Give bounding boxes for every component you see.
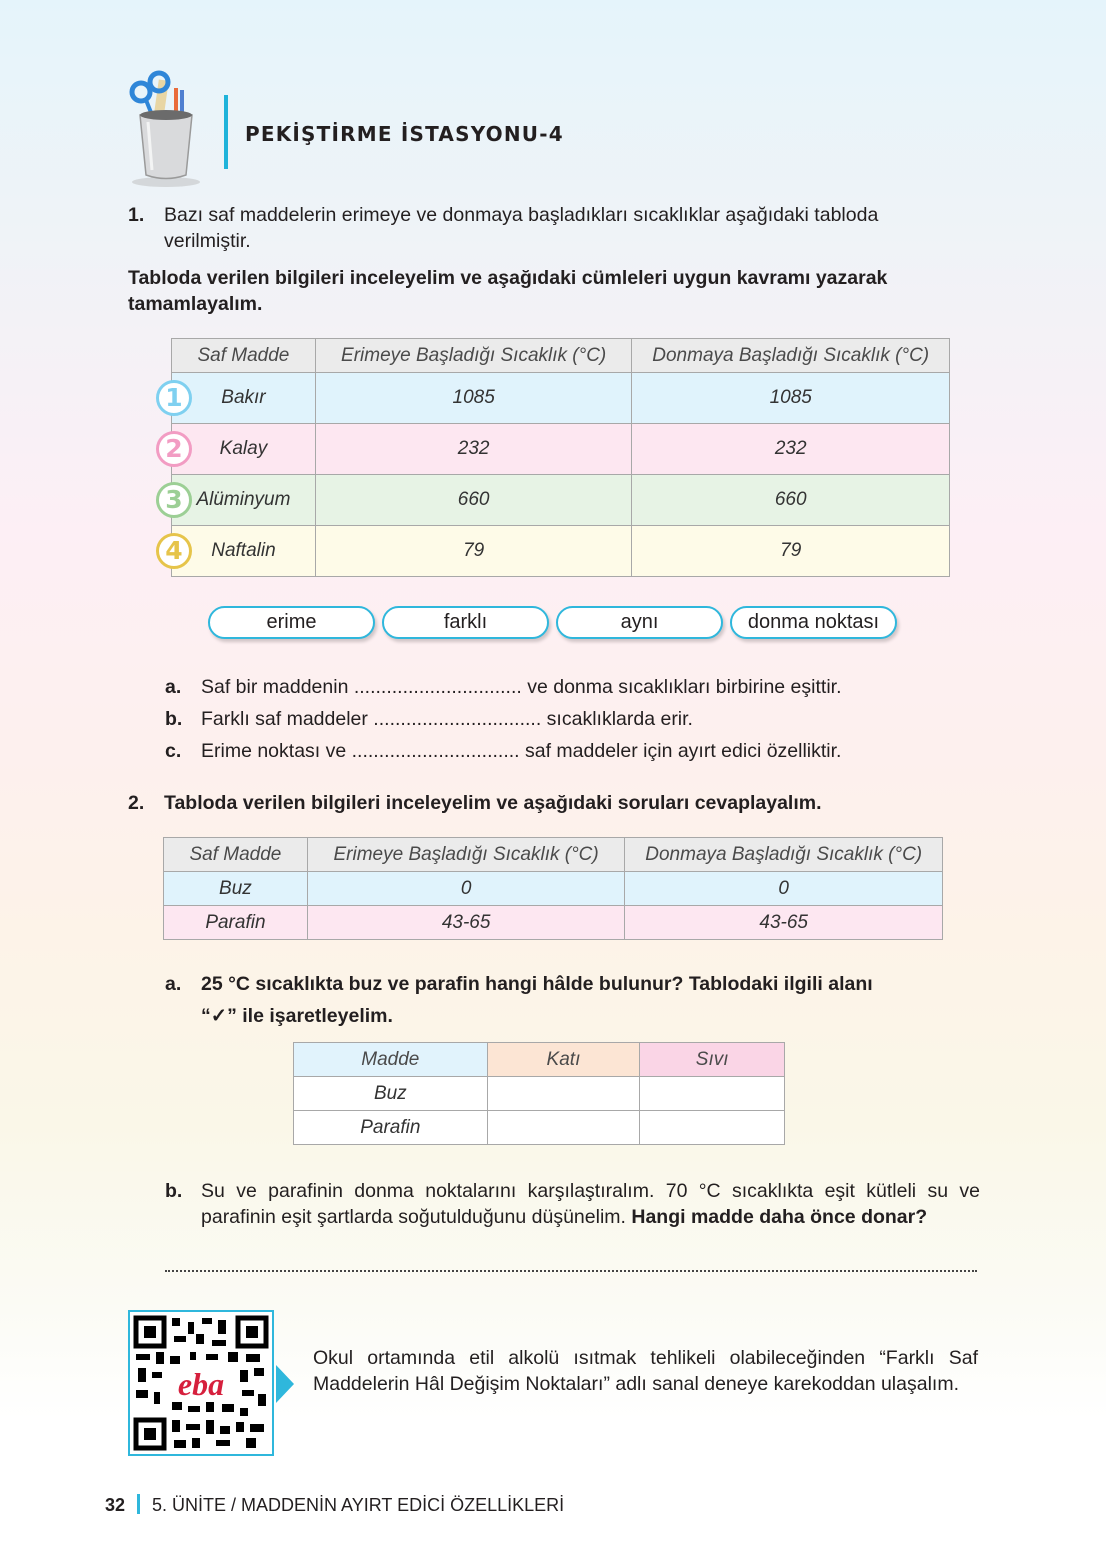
column-header: Saf Madde bbox=[164, 838, 308, 872]
freezing-cell: 79 bbox=[632, 526, 950, 577]
substance-cell: Parafin bbox=[164, 906, 308, 940]
question-2a: a. 25 °C sıcaklıkta buz ve parafin hangi hâlde bulunur? Tablodaki ilgili alanı “✓” ile işaretleyelim. bbox=[165, 968, 980, 1032]
column-header: Saf Madde bbox=[172, 339, 316, 373]
item-letter: c. bbox=[165, 740, 182, 762]
table-row bbox=[164, 906, 943, 940]
column-header: Donmaya Başladığı Sıcaklık (°C) bbox=[632, 339, 950, 373]
freezing-cell: 660 bbox=[632, 475, 950, 526]
freezing-cell: 43-65 bbox=[625, 906, 943, 940]
substance-cell: Kalay bbox=[172, 424, 316, 475]
column-header: Donmaya Başladığı Sıcaklık (°C) bbox=[625, 838, 943, 872]
table-row bbox=[172, 526, 950, 577]
item-letter: a. bbox=[165, 973, 182, 995]
column-header: Madde bbox=[294, 1043, 488, 1077]
item-letter: b. bbox=[165, 1180, 183, 1202]
liquid-check-cell[interactable] bbox=[640, 1111, 785, 1145]
freezing-cell: 1085 bbox=[632, 373, 950, 424]
unit-title: 5. ÜNİTE / MADDENİN AYIRT EDİCİ ÖZELLİKLERİ bbox=[152, 1495, 565, 1515]
substance-cell: Buz bbox=[294, 1077, 488, 1111]
eba-logo: eba bbox=[177, 1366, 225, 1402]
melting-cell: 660 bbox=[315, 475, 632, 526]
melting-cell: 1085 bbox=[315, 373, 632, 424]
substance-cell: Buz bbox=[164, 872, 308, 906]
substance-cell: Naftalin bbox=[172, 526, 316, 577]
solid-check-cell[interactable] bbox=[487, 1111, 640, 1145]
freezing-cell: 232 bbox=[632, 424, 950, 475]
question-2: 2. Tabloda verilen bilgileri inceleyelim ve aşağıdaki soruları cevaplayalım. bbox=[128, 792, 822, 814]
column-header: Erimeye Başladığı Sıcaklık (°C) bbox=[307, 838, 625, 872]
melting-cell: 79 bbox=[315, 526, 632, 577]
solid-check-cell[interactable] bbox=[487, 1077, 640, 1111]
footer-divider bbox=[137, 1494, 140, 1514]
fill-in-c[interactable] bbox=[165, 738, 945, 764]
word-chip-farkli[interactable]: farklı bbox=[382, 606, 549, 639]
fill-in-b[interactable] bbox=[165, 706, 945, 732]
question-1-instruction: Tabloda verilen bilgileri inceleyelim ve aşağıdaki cümleleri uygun kavramı yazarak tamamlayalım. bbox=[128, 267, 888, 315]
table-header-row bbox=[294, 1043, 785, 1077]
table-row bbox=[294, 1077, 785, 1111]
fill-in-sentence: Saf bir maddenin ............................... ve donma sıcaklıkları birbirine eşittir. bbox=[201, 676, 842, 698]
substance-cell: Alüminyum bbox=[172, 475, 316, 526]
header-divider bbox=[224, 95, 228, 169]
fill-in-sentence: Farklı saf maddeler ............................... sıcaklıklarda erir. bbox=[201, 708, 693, 730]
table-header-row bbox=[172, 339, 950, 373]
buz-parafin-table bbox=[163, 837, 943, 940]
item-letter: a. bbox=[165, 676, 182, 698]
melting-cell: 232 bbox=[315, 424, 632, 475]
number-badge-1: 1 bbox=[156, 380, 192, 416]
arrow-right-icon bbox=[276, 1365, 294, 1403]
bold-question: Hangi madde daha önce donar? bbox=[631, 1206, 928, 1228]
column-header: Sıvı bbox=[640, 1043, 785, 1077]
number-badge-2: 2 bbox=[156, 431, 192, 467]
word-chip-donma-noktasi[interactable]: donma noktası bbox=[730, 606, 897, 639]
column-header: Katı bbox=[487, 1043, 640, 1077]
table-row bbox=[172, 475, 950, 526]
page-number: 32 bbox=[105, 1495, 126, 1515]
table-row bbox=[164, 872, 943, 906]
pencil-cup-icon bbox=[126, 70, 206, 190]
number-badge-3: 3 bbox=[156, 482, 192, 518]
melting-cell: 43-65 bbox=[307, 906, 625, 940]
word-chip-erime[interactable]: erime bbox=[208, 606, 375, 639]
word-chip-ayni[interactable]: aynı bbox=[556, 606, 723, 639]
substance-cell: Parafin bbox=[294, 1111, 488, 1145]
answer-line[interactable] bbox=[165, 1268, 977, 1272]
section-title: PEKİŞTİRME İSTASYONU-4 bbox=[245, 122, 564, 146]
freezing-cell: 0 bbox=[625, 872, 943, 906]
qr-description: Okul ortamında etil alkolü ısıtmak tehlikeli olabileceğinden “Farklı Saf Maddelerin Hâl Değişim Noktaları” adlı sanal deneye karekoddan ulaşalım. bbox=[313, 1347, 978, 1395]
substances-table bbox=[171, 338, 950, 577]
qr-code[interactable] bbox=[128, 1310, 274, 1456]
question-number: 2. bbox=[128, 792, 145, 814]
fill-in-sentence: Erime noktası ve ............................... saf maddeler için ayırt edici özelliktir. bbox=[201, 740, 842, 762]
fill-in-a[interactable] bbox=[165, 674, 945, 700]
question-number: 1. bbox=[128, 204, 145, 226]
table-row bbox=[294, 1111, 785, 1145]
page-footer bbox=[105, 1494, 564, 1516]
column-header: Erimeye Başladığı Sıcaklık (°C) bbox=[315, 339, 632, 373]
melting-cell: 0 bbox=[307, 872, 625, 906]
liquid-check-cell[interactable] bbox=[640, 1077, 785, 1111]
item-letter: b. bbox=[165, 708, 183, 730]
question-1: 1. Bazı saf maddelerin erimeye ve donmaya başladıkları sıcaklıklar aşağıdaki tabloda verilmiştir. bbox=[128, 204, 879, 252]
number-badge-4: 4 bbox=[156, 533, 192, 569]
substance-cell: Bakır bbox=[172, 373, 316, 424]
table-header-row bbox=[164, 838, 943, 872]
state-check-table bbox=[293, 1042, 785, 1145]
question-2b: b. Su ve parafinin donma noktalarını karşılaştıralım. 70 °C sıcaklıkta eşit kütleli su ve parafinin eşit şartlarda soğutulduğunu düşünelim. Hangi madde daha önce donar? bbox=[165, 1180, 980, 1228]
table-row bbox=[172, 424, 950, 475]
table-row bbox=[172, 373, 950, 424]
